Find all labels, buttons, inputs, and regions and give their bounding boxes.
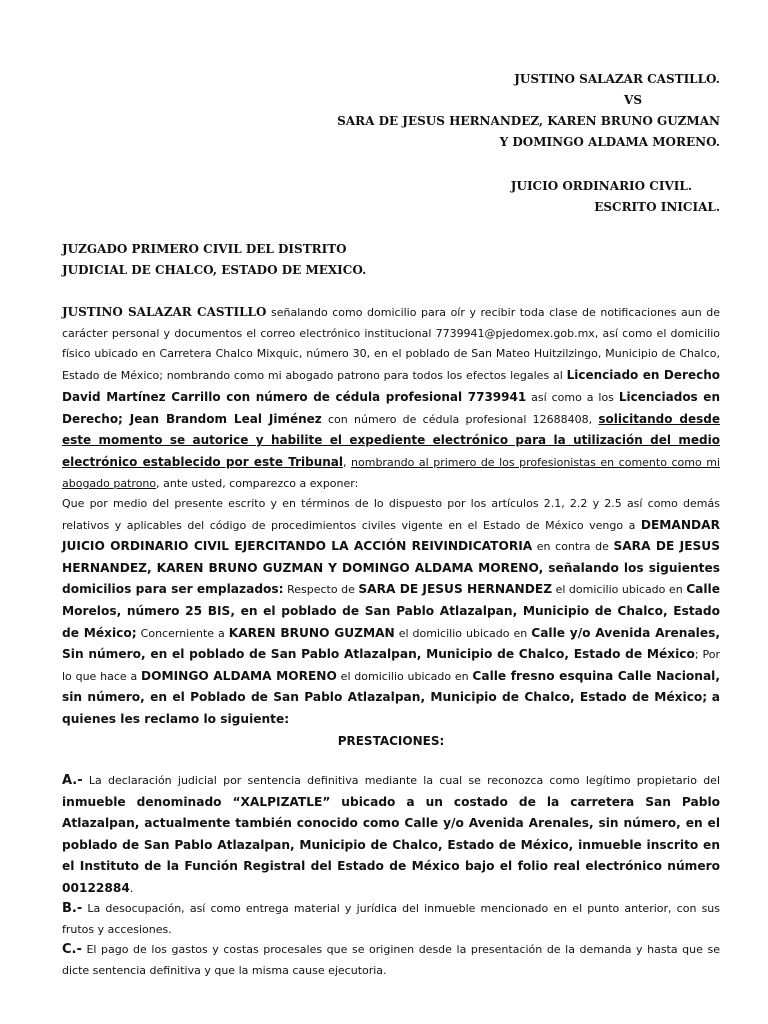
claim-b [62,899,720,940]
court-addressee [62,239,720,281]
court-line-1: JUZGADO PRIMERO CIVIL DEL DISTRITO [62,242,347,256]
lawyer-2: Licenciados en Derecho; Jean Brandom Leal Jiménez [62,389,720,426]
claim-c-letter: C.- [62,942,82,957]
intro-text-5: , ante usted, comparezco a exponer: [156,476,359,490]
demand-action: DEMANDAR JUICIO ORDINARIO CIVIL EJERCITANDO LA ACCIÓN REIVINDICATORIA [62,517,720,554]
claim-a [62,771,720,899]
versus-label: VS [624,93,642,107]
defendant-2-name: KAREN BRUNO GUZMAN [228,625,395,640]
defendant-1-name: SARA DE JESUS HERNANDEZ [358,582,553,597]
claim-b-letter: B.- [62,901,83,916]
defendants-line-1: SARA DE JESUS HERNANDEZ, KAREN BRUNO GUZMAN [337,114,720,128]
intro-text-1: señalando como domicilio para oír y recibir toda clase de notificaciones aun de carácter personal y documentos el correo electrónico institucional 7739941@pjedomex.gob.mx, así como el domicilio físico ubicado en Carretera Chalco Mixquic, número 30, en el poblado de San Mateo Huitzilzingo, Municipio de Chalco, Estado de México; nombrando como mi abogado patrono para todos los efectos legales al [62,306,720,383]
case-type-header [62,176,720,218]
claim-c [62,940,720,981]
electronic-file-request: solicitando desde este momento se autorice y habilite el expediente electrónico para la utilización del medio electrónico establecido por este Tribunal [62,411,720,469]
lawyer-appointment: nombrando al primero de los profesionistas en comento como mi abogado patrono [62,455,721,490]
lawyer-1: Licenciado en Derecho David Martínez Carrillo con número de cédula profesional 7739941 [62,368,720,404]
demand-text-4: el domicilio ubicado en [552,583,687,597]
defendant-1-address-end: ; [131,625,137,640]
demand-text-2: en contra de [532,540,614,554]
claim-b-text: La desocupación, así como entrega material y jurídica del inmueble mencionado en el punto anterior, con sus frutos y accesiones. [62,902,720,936]
document-type: ESCRITO INICIAL. [594,200,720,214]
demand-text-8: el domicilio ubicado en [336,669,473,683]
claims-intro: a quienes les reclamo lo siguiente: [62,690,720,726]
claim-a-text-1: La declaración judicial por sentencia definitiva mediante la cual se reconozca como legítimo propietario del [82,774,720,787]
defendants-line-2: Y DOMINGO ALDAMA MORENO. [499,135,720,149]
demand-paragraph [62,494,720,731]
demand-text-7: ; Por lo que hace a [62,648,720,683]
case-type: JUICIO ORDINARIO CIVIL. [510,179,692,193]
claim-a-property: inmueble denominado “XALPIZATLE” ubicado a un costado de la carretera San Pablo Atlazalpan, actualmente también conocido como Calle y/o Avenida Arenales, sin número, en el poblado de San Pablo Atlazalpan, Municipio de Chalco, Estado de México, inmueble inscrito en el Instituto de la Función Registral del Estado de México bajo el folio real electrónico número 00122884 [62,794,720,895]
intro-text-2: así como a los [526,390,619,404]
defendant-3-name: DOMINGO ALDAMA MORENO [141,668,337,683]
defendant-3-address: Calle fresno esquina Calle Nacional, sin número, en el Poblado de San Pablo Atlazalpan, Municipio de Chalco, Estado de México; [62,668,720,705]
prestaciones-list [62,771,720,981]
intro-text-3: con número de cédula profesional 12688408, [321,412,599,426]
defendant-1-address: Calle Morelos, número 25 BIS, en el poblado de San Pablo Atlazalpan, Municipio de Chalco, Estado de México [62,582,720,640]
claim-c-text: El pago de los gastos y costas procesales que se originen desde la presentación de la demanda y hasta que se dicte sentencia definitiva y que la misma cause ejecutoria. [62,943,720,977]
prestaciones-title: PRESTACIONES: [337,734,445,748]
claim-a-letter: A.- [62,773,83,788]
intro-text-4: , [343,455,352,469]
plaintiff-name-inline: JUSTINO SALAZAR CASTILLO [62,305,267,319]
demand-text-6: el domicilio ubicado en [394,626,532,640]
intro-paragraph [62,302,720,494]
defendant-2-address: Calle y/o Avenida Arenales, Sin número, en el poblado de San Pablo Atlazalpan, Municipio de Chalco, Estado de México [62,625,721,662]
demand-text-1: Que por medio del presente escrito y en términos de lo dispuesto por los artículos 2.1, 2.2 y 2.5 así como demás relativos y aplicables del código de procedimientos civiles vigente en el Estado de México vengo a [62,497,720,532]
claim-a-text-2: . [129,881,134,895]
plaintiff-name: JUSTINO SALAZAR CASTILLO. [514,72,720,86]
case-header [62,69,720,153]
defendants-list: SARA DE JESUS HERNANDEZ, KAREN BRUNO GUZMAN Y DOMINGO ALDAMA MORENO, señalando los siguientes domicilios para ser emplazados: [62,539,720,597]
demand-text-5: Concerniente a [136,626,229,640]
demand-text-3: Respecto de [283,583,359,597]
court-line-2: JUDICIAL DE CHALCO, ESTADO DE MEXICO. [62,263,367,277]
